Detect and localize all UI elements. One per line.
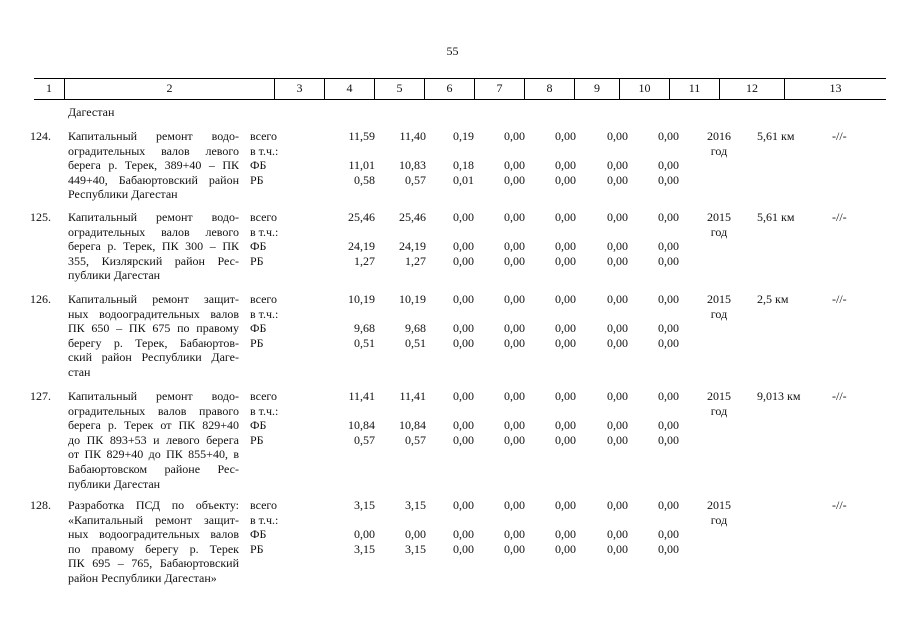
value-cell: 0,00 bbox=[658, 129, 679, 143]
value-column-c8 bbox=[555, 210, 576, 268]
value-cell: 0,00 bbox=[607, 210, 628, 224]
completion-year-text: 2015 bbox=[707, 389, 731, 403]
object-name-line: Разработка ПСД по объекту: bbox=[68, 498, 239, 512]
value-cell: 0,18 bbox=[453, 158, 474, 173]
header-cell-9: 9 bbox=[574, 79, 619, 99]
object-name-line: Республики Дагестан bbox=[68, 187, 178, 202]
funding-source-label: в т.ч.: bbox=[250, 224, 279, 239]
length-value: 2,5 км bbox=[757, 292, 789, 306]
note-value: -//- bbox=[832, 498, 847, 512]
value-column-c6 bbox=[453, 389, 474, 447]
value-cell: 0,00 bbox=[607, 292, 628, 306]
value-column-c10 bbox=[658, 498, 679, 556]
value-cell bbox=[453, 225, 474, 240]
value-cell: 11,40 bbox=[399, 129, 426, 143]
value-cell: 0,00 bbox=[555, 172, 576, 187]
value-cell: 0,00 bbox=[658, 158, 679, 173]
value-cell: 0,00 bbox=[453, 292, 474, 306]
length-value: 5,61 км bbox=[757, 129, 795, 143]
object-name bbox=[68, 292, 239, 380]
value-cell bbox=[555, 144, 576, 159]
value-cell: 0,00 bbox=[504, 432, 525, 447]
value-column-c9 bbox=[607, 498, 628, 556]
value-column-c7 bbox=[504, 129, 525, 187]
value-cell: 0,00 bbox=[504, 389, 525, 403]
value-cell: 0,00 bbox=[504, 498, 525, 512]
completion-year-text: 2016 bbox=[707, 129, 731, 143]
value-cell: 0,01 bbox=[453, 172, 474, 187]
value-cell: 0,00 bbox=[453, 253, 474, 268]
object-name-line: публики Дагестан bbox=[68, 268, 161, 283]
value-column-c5 bbox=[399, 129, 426, 187]
funding-source-label: в т.ч.: bbox=[250, 143, 279, 158]
value-column-c10 bbox=[658, 389, 679, 447]
value-cell bbox=[658, 144, 679, 159]
value-cell: 0,00 bbox=[607, 432, 628, 447]
page-number: 55 bbox=[446, 44, 459, 58]
funding-source-label: РБ bbox=[250, 253, 264, 268]
object-name-line: Капитальный ремонт водо- bbox=[68, 210, 239, 224]
value-cell: 3,15 bbox=[405, 498, 426, 512]
header-cell-11: 11 bbox=[669, 79, 719, 99]
value-cell: 0,00 bbox=[453, 541, 474, 556]
value-cell bbox=[504, 404, 525, 419]
completion-year-text: 2015 bbox=[707, 292, 731, 306]
value-cell bbox=[555, 404, 576, 419]
value-cell: 11,59 bbox=[348, 129, 375, 143]
value-cell: 0,00 bbox=[504, 335, 525, 350]
completion-year-text: год bbox=[710, 306, 728, 321]
object-name-line: от ПК 829+40 до ПК 855+40, в bbox=[68, 447, 239, 462]
value-cell bbox=[348, 225, 375, 240]
value-cell: 0,00 bbox=[555, 210, 576, 224]
value-cell: 0,00 bbox=[555, 389, 576, 403]
funding-source-label: РБ bbox=[250, 432, 264, 447]
value-cell bbox=[555, 513, 576, 528]
object-name-line: берега р. Терек, 389+40 – ПК bbox=[68, 158, 239, 173]
value-cell: 3,15 bbox=[405, 541, 426, 556]
object-name-line: ПК 695 – 765, Бабаюртовский bbox=[68, 556, 239, 571]
object-name-line: стан bbox=[68, 364, 91, 379]
value-cell: 0,00 bbox=[555, 239, 576, 254]
note-value: -//- bbox=[832, 129, 847, 143]
value-cell: 24,19 bbox=[399, 239, 426, 254]
value-cell: 0,00 bbox=[607, 498, 628, 512]
funding-source-label: в т.ч.: bbox=[250, 403, 279, 418]
value-cell: 0,00 bbox=[555, 292, 576, 306]
value-cell: 1,27 bbox=[405, 253, 426, 268]
value-cell: 25,46 bbox=[399, 210, 426, 224]
value-cell: 10,19 bbox=[348, 292, 375, 306]
object-name-line: берега р. Терек, ПК 300 – ПК bbox=[68, 239, 239, 254]
value-cell: 0,00 bbox=[504, 321, 525, 336]
object-name-line: Капитальный ремонт водо- bbox=[68, 129, 239, 143]
object-name bbox=[68, 498, 239, 586]
value-cell: 11,41 bbox=[399, 389, 426, 403]
value-cell: 0,00 bbox=[504, 172, 525, 187]
value-cell: 24,19 bbox=[348, 239, 375, 254]
header-cell-10: 10 bbox=[619, 79, 669, 99]
value-cell: 0,00 bbox=[453, 498, 474, 512]
note-value: -//- bbox=[832, 292, 847, 306]
value-cell: 0,00 bbox=[504, 129, 525, 143]
value-cell: 0,00 bbox=[607, 253, 628, 268]
value-column-c9 bbox=[607, 292, 628, 350]
funding-source-label: РБ bbox=[250, 172, 264, 187]
value-column-c6 bbox=[453, 498, 474, 556]
value-cell bbox=[453, 144, 474, 159]
value-column-c4 bbox=[348, 292, 375, 350]
value-cell: 0,00 bbox=[453, 321, 474, 336]
value-cell bbox=[658, 404, 679, 419]
object-name-line: ных водооградительных валов bbox=[68, 306, 239, 321]
value-cell: 0,00 bbox=[555, 129, 576, 143]
value-cell: 0,00 bbox=[607, 239, 628, 254]
value-cell: 0,00 bbox=[555, 253, 576, 268]
value-cell: 0,00 bbox=[607, 389, 628, 403]
value-cell: 11,41 bbox=[348, 389, 375, 403]
value-cell: 0,00 bbox=[658, 335, 679, 350]
value-column-c8 bbox=[555, 498, 576, 556]
value-cell: 0,00 bbox=[453, 527, 474, 542]
header-cell-5: 5 bbox=[374, 79, 424, 99]
value-column-c9 bbox=[607, 210, 628, 268]
funding-source-label: всего bbox=[250, 210, 278, 224]
value-cell: 3,15 bbox=[354, 541, 375, 556]
object-name bbox=[68, 210, 239, 283]
value-column-c10 bbox=[658, 210, 679, 268]
value-column-c5 bbox=[399, 210, 426, 268]
table-header bbox=[34, 78, 886, 100]
row-number: 125. bbox=[30, 210, 51, 224]
value-cell bbox=[348, 144, 375, 159]
funding-source-label: в т.ч.: bbox=[250, 306, 279, 321]
object-name bbox=[68, 389, 239, 491]
value-column-c7 bbox=[504, 389, 525, 447]
value-cell: 0,00 bbox=[658, 321, 679, 336]
note-value: -//- bbox=[832, 210, 847, 224]
value-column-c8 bbox=[555, 129, 576, 187]
object-name-line: район Республики Дагестан» bbox=[68, 570, 217, 585]
value-cell: 0,51 bbox=[354, 335, 375, 350]
value-column-c7 bbox=[504, 210, 525, 268]
value-cell: 0,00 bbox=[658, 172, 679, 187]
header-cell-12: 12 bbox=[719, 79, 784, 99]
value-cell: 10,19 bbox=[399, 292, 426, 306]
object-name-line: ных водооградительных валов bbox=[68, 527, 239, 542]
value-cell: 0,00 bbox=[555, 321, 576, 336]
value-cell: 0,00 bbox=[555, 432, 576, 447]
value-cell: 0,00 bbox=[453, 335, 474, 350]
value-cell bbox=[555, 225, 576, 240]
value-cell bbox=[354, 513, 375, 528]
header-cell-3: 3 bbox=[274, 79, 324, 99]
funding-source bbox=[250, 498, 278, 556]
funding-source-label: всего bbox=[250, 292, 278, 306]
value-cell: 0,00 bbox=[658, 432, 679, 447]
value-cell: 0,00 bbox=[504, 527, 525, 542]
value-cell bbox=[504, 225, 525, 240]
value-column-c4 bbox=[348, 210, 375, 268]
value-cell: 0,00 bbox=[658, 253, 679, 268]
value-cell bbox=[405, 513, 426, 528]
value-cell: 0,00 bbox=[555, 158, 576, 173]
value-cell: 0,00 bbox=[453, 389, 474, 403]
completion-year-text: 2015 bbox=[707, 210, 731, 224]
value-cell: 0,57 bbox=[405, 432, 426, 447]
header-cell-1: 1 bbox=[46, 81, 52, 95]
object-name-line: берега р. Терек от ПК 829+40 bbox=[68, 418, 239, 433]
value-column-c10 bbox=[658, 129, 679, 187]
value-cell bbox=[607, 513, 628, 528]
value-column-c4 bbox=[354, 498, 375, 556]
value-cell: 0,00 bbox=[658, 292, 679, 306]
value-cell: 0,00 bbox=[504, 541, 525, 556]
value-cell: 0,00 bbox=[658, 527, 679, 542]
value-cell: 0,51 bbox=[405, 335, 426, 350]
value-column-c4 bbox=[348, 129, 375, 187]
value-cell: 0,00 bbox=[504, 239, 525, 254]
completion-year-text: год bbox=[710, 143, 728, 158]
completion-year bbox=[704, 292, 734, 321]
object-name-line: оградительных валов левого bbox=[68, 224, 239, 239]
value-cell bbox=[348, 307, 375, 322]
value-cell bbox=[453, 404, 474, 419]
value-column-c6 bbox=[453, 292, 474, 350]
value-cell: 10,83 bbox=[399, 158, 426, 173]
value-cell: 0,00 bbox=[658, 498, 679, 512]
value-cell bbox=[607, 144, 628, 159]
value-cell: 0,00 bbox=[405, 527, 426, 542]
value-cell: 11,01 bbox=[348, 158, 375, 173]
value-cell: 1,27 bbox=[354, 253, 375, 268]
funding-source-label: всего bbox=[250, 389, 278, 403]
value-cell: 0,00 bbox=[658, 541, 679, 556]
funding-source bbox=[250, 210, 278, 268]
value-cell: 0,00 bbox=[453, 418, 474, 433]
value-cell: 3,15 bbox=[354, 498, 375, 512]
header-cell-13: 13 bbox=[784, 79, 886, 99]
value-cell bbox=[504, 307, 525, 322]
value-cell: 0,00 bbox=[658, 389, 679, 403]
value-cell bbox=[607, 225, 628, 240]
value-cell: 0,19 bbox=[453, 129, 474, 143]
value-cell: 0,00 bbox=[607, 335, 628, 350]
length-value: 9,013 км bbox=[757, 389, 801, 403]
value-cell bbox=[399, 144, 426, 159]
object-name-line: Капитальный ремонт водо- bbox=[68, 389, 239, 403]
funding-source-label: РБ bbox=[250, 541, 264, 556]
value-column-c10 bbox=[658, 292, 679, 350]
funding-source-label: РБ bbox=[250, 335, 264, 350]
value-cell: 0,00 bbox=[555, 498, 576, 512]
value-cell: 25,46 bbox=[348, 210, 375, 224]
value-cell bbox=[453, 513, 474, 528]
object-name bbox=[68, 129, 239, 202]
funding-source-label: ФБ bbox=[250, 158, 267, 173]
completion-year bbox=[704, 129, 734, 158]
funding-source bbox=[250, 389, 278, 447]
value-cell: 0,00 bbox=[453, 239, 474, 254]
value-cell bbox=[399, 404, 426, 419]
completion-year-text: 2015 bbox=[707, 498, 731, 512]
value-cell bbox=[607, 307, 628, 322]
value-cell: 0,00 bbox=[504, 253, 525, 268]
value-cell: 0,00 bbox=[607, 527, 628, 542]
object-name-line: до ПК 893+53 и левого берега bbox=[68, 432, 239, 447]
value-cell bbox=[348, 404, 375, 419]
funding-source bbox=[250, 292, 278, 350]
value-column-c6 bbox=[453, 210, 474, 268]
funding-source-label: ФБ bbox=[250, 527, 267, 542]
row-number: 124. bbox=[30, 129, 51, 143]
funding-source-label: всего bbox=[250, 498, 278, 512]
object-name-line: ПК 650 – ПК 675 по правому bbox=[68, 321, 239, 336]
value-column-c7 bbox=[504, 498, 525, 556]
value-column-c9 bbox=[607, 129, 628, 187]
funding-source bbox=[250, 129, 278, 187]
value-cell bbox=[504, 144, 525, 159]
value-cell: 0,00 bbox=[607, 541, 628, 556]
completion-year-text: год bbox=[710, 224, 728, 239]
row-number: 126. bbox=[30, 292, 51, 306]
value-cell bbox=[658, 307, 679, 322]
completion-year bbox=[704, 498, 734, 527]
length-value: 5,61 км bbox=[757, 210, 795, 224]
object-name-line: ский район Республики Даге- bbox=[68, 350, 239, 365]
object-name-line: 449+40, Бабаюртовский район bbox=[68, 172, 239, 187]
completion-year bbox=[704, 389, 734, 418]
value-column-c5 bbox=[405, 498, 426, 556]
value-cell bbox=[504, 513, 525, 528]
value-cell bbox=[453, 307, 474, 322]
funding-source-label: ФБ bbox=[250, 321, 267, 336]
object-name-line: Бабаюртовском районе Рес- bbox=[68, 461, 239, 476]
value-cell: 0,00 bbox=[354, 527, 375, 542]
value-cell: 0,00 bbox=[555, 527, 576, 542]
funding-source-label: в т.ч.: bbox=[250, 512, 279, 527]
value-cell: 0,00 bbox=[555, 541, 576, 556]
value-column-c4 bbox=[348, 389, 375, 447]
row-number: 127. bbox=[30, 389, 51, 403]
header-cell-7: 7 bbox=[474, 79, 524, 99]
value-cell bbox=[399, 225, 426, 240]
row-number: 128. bbox=[30, 498, 51, 512]
value-column-c7 bbox=[504, 292, 525, 350]
object-name-line: оградительных валов правого bbox=[68, 403, 239, 418]
value-cell: 0,00 bbox=[555, 335, 576, 350]
header-cell-6: 6 bbox=[424, 79, 474, 99]
value-cell bbox=[607, 404, 628, 419]
value-cell bbox=[399, 307, 426, 322]
value-column-c5 bbox=[399, 292, 426, 350]
value-cell bbox=[658, 513, 679, 528]
value-column-c5 bbox=[399, 389, 426, 447]
value-cell bbox=[658, 225, 679, 240]
value-cell: 0,00 bbox=[607, 129, 628, 143]
value-cell: 0,00 bbox=[607, 158, 628, 173]
value-column-c6 bbox=[453, 129, 474, 187]
value-cell: 0,00 bbox=[658, 418, 679, 433]
completion-year-text: год bbox=[710, 512, 728, 527]
value-cell: 0,00 bbox=[658, 239, 679, 254]
completion-year-text: год bbox=[710, 403, 728, 418]
continuation-text: Дагестан bbox=[68, 105, 115, 119]
value-column-c8 bbox=[555, 292, 576, 350]
note-value: -//- bbox=[832, 389, 847, 403]
value-cell bbox=[555, 307, 576, 322]
value-cell: 0,00 bbox=[453, 210, 474, 224]
funding-source-label: ФБ bbox=[250, 418, 267, 433]
funding-source-label: ФБ bbox=[250, 239, 267, 254]
value-cell: 0,00 bbox=[607, 321, 628, 336]
header-cell-8: 8 bbox=[524, 79, 574, 99]
value-cell: 0,00 bbox=[504, 210, 525, 224]
value-cell: 0,57 bbox=[405, 172, 426, 187]
value-cell: 9,68 bbox=[405, 321, 426, 336]
value-column-c9 bbox=[607, 389, 628, 447]
value-cell: 0,00 bbox=[607, 418, 628, 433]
object-name-line: берегу р. Терек, Бабаюртов- bbox=[68, 335, 239, 350]
value-cell: 0,00 bbox=[658, 210, 679, 224]
header-cell-4: 4 bbox=[324, 79, 374, 99]
value-cell: 0,58 bbox=[354, 172, 375, 187]
completion-year bbox=[704, 210, 734, 239]
funding-source-label: всего bbox=[250, 129, 278, 143]
header-cell-2: 2 bbox=[64, 79, 274, 99]
value-cell: 0,00 bbox=[504, 418, 525, 433]
object-name-line: Капитальный ремонт защит- bbox=[68, 292, 239, 306]
value-cell: 10,84 bbox=[399, 418, 426, 433]
value-cell: 0,57 bbox=[354, 432, 375, 447]
value-cell: 0,00 bbox=[607, 172, 628, 187]
value-column-c8 bbox=[555, 389, 576, 447]
value-cell: 0,00 bbox=[555, 418, 576, 433]
value-cell: 10,84 bbox=[348, 418, 375, 433]
value-cell: 0,00 bbox=[504, 158, 525, 173]
value-cell: 0,00 bbox=[504, 292, 525, 306]
value-cell: 0,00 bbox=[453, 432, 474, 447]
value-cell: 9,68 bbox=[354, 321, 375, 336]
object-name-line: публики Дагестан bbox=[68, 476, 161, 491]
object-name-line: «Капитальный ремонт защит- bbox=[68, 512, 239, 527]
object-name-line: 355, Кизлярский район Рес- bbox=[68, 253, 239, 268]
object-name-line: оградительных валов левого bbox=[68, 143, 239, 158]
object-name-line: по правому берегу р. Терек bbox=[68, 541, 239, 556]
